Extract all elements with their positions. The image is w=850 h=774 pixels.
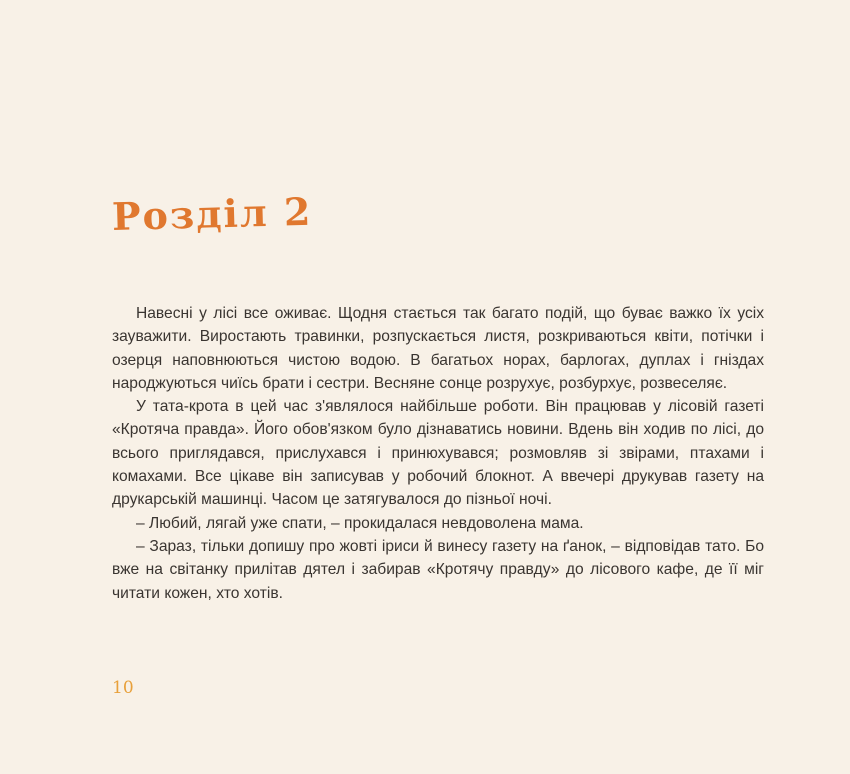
- paragraph: У тата-крота в цей час з'являлося найбільше роботи. Він працював у лісовій газеті «Кротяча правда». Його обов'язком було дізнаватись новини. Вдень він ходив по лісі, до всього приглядався, прислухався і принюхувався; розмовляв зі звірами, птахами і комахами. Все цікаве він записував у робочий блокнот. А ввечері друкував газету на друкарській машинці. Часом це затягувалося до пізньої ночі.: [112, 398, 764, 509]
- page-number: 10: [112, 678, 134, 698]
- paragraph: Навесні у лісі все оживає. Щодня стається так багато подій, що буває важко їх усіх зауважити. Виростають травинки, розпускається листя, розкриваються квіти, потічки і озерця наповнюються чистою водою. В багатьох норах, барлогах, дуплах і гніздах народжуються чиїсь брати і сестри. Весняне сонце розрухує, розбурхує, розвеселяє.: [112, 305, 764, 392]
- chapter-title: Розділ 2: [111, 188, 313, 239]
- dialogue-line: – Зараз, тільки допишу про жовті іриси й винесу газету на ґанок, – відповідав тато. Бо вже на світанку прилітав дятел і забирав «Кротячу правду» до лісового кафе, де її міг читати кожен, хто хотів.: [112, 537, 764, 602]
- dialogue-line: – Любий, лягай уже спати, – прокидалася невдоволена мама.: [136, 514, 584, 532]
- chapter-body: [112, 302, 764, 605]
